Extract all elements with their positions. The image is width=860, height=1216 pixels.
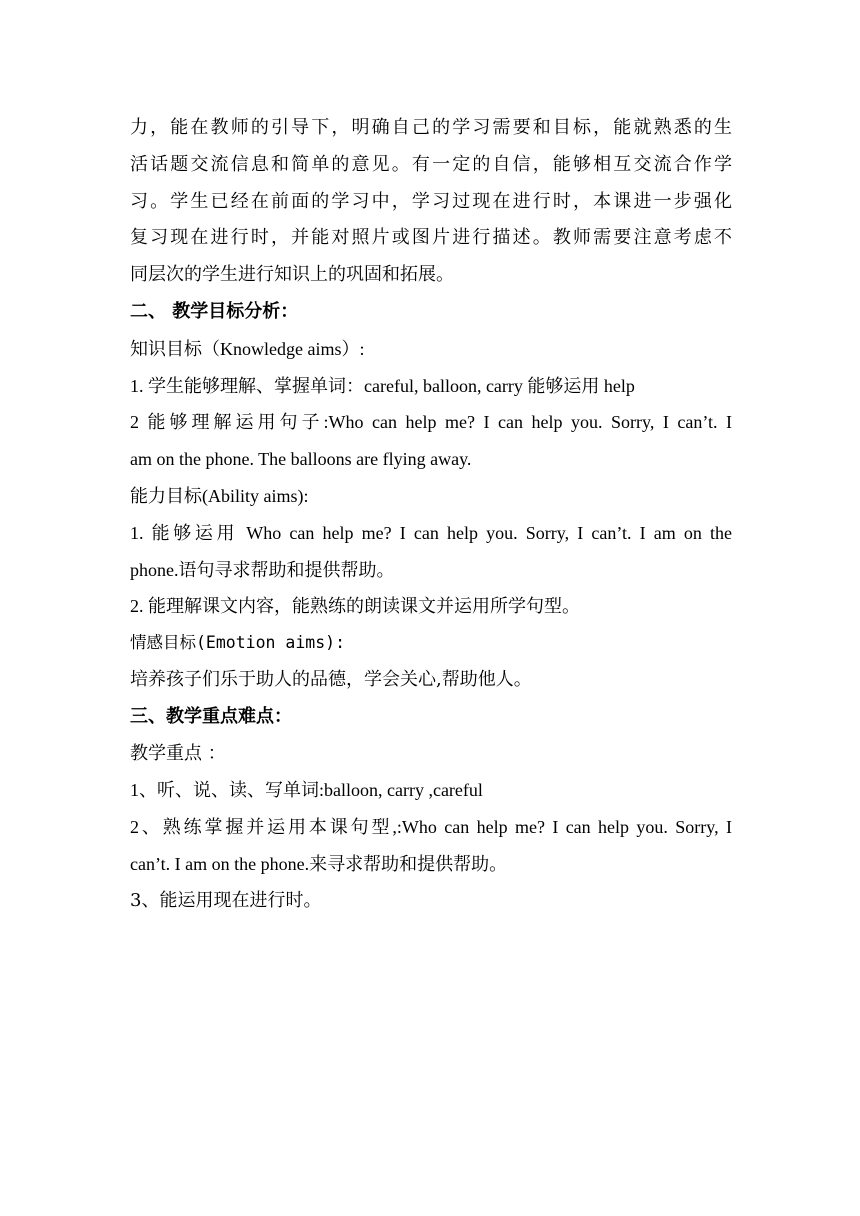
ability-item-1-line-1: 1. 能够运用 Who can help me? I can help you. Sorry, I can’t. I am on the (130, 522, 732, 543)
ability-item-2: 2. 能理解课文内容，能熟练的朗读课文并运用所学句型。 (130, 596, 580, 617)
section-heading-key-difficult-points: 三、教学重点难点： (130, 705, 292, 727)
key-item-2-line-2: can’t. I am on the phone.来寻求帮助和提供帮助。 (130, 853, 508, 874)
key-item-3: 3、能运用现在进行时。 (130, 889, 322, 911)
knowledge-item-1: 1. 学生能够理解、掌握单词：careful, balloon, carry 能够运用 help (130, 375, 635, 396)
section-heading-teaching-objectives: 二、 教学目标分析： (130, 300, 299, 322)
ability-aims-title: 能力目标(Ability aims): (130, 485, 309, 506)
paragraph-line: 活话题交流信息和简单的意见。有一定的自信，能够相互交流合作学 (130, 153, 732, 175)
key-item-1: 1、听、说、读、写单词:balloon, carry ,careful (130, 780, 483, 801)
paragraph-line: 习。学生已经在前面的学习中，学习过现在进行时，本课进一步强化 (130, 190, 732, 212)
paragraph-line: 复习现在进行时，并能对照片或图片进行描述。教师需要注意考虑不 (130, 227, 732, 249)
emotion-aims-title: 情感目标(Emotion aims): (130, 633, 346, 653)
key-points-title: 教学重点 ： (130, 742, 226, 764)
emotion-item: 培养孩子们乐于助人的品德，学会关心,帮助他人。 (130, 668, 532, 690)
key-item-2-line-1: 2、熟练掌握并运用本课句型,:Who can help me? I can help you. Sorry, I (130, 817, 732, 838)
knowledge-item-2-line-2: am on the phone. The balloons are flying away. (130, 449, 472, 470)
knowledge-aims-title: 知识目标（Knowledge aims）: (130, 338, 365, 359)
paragraph-line: 力，能在教师的引导下，明确自己的学习需要和目标，能就熟悉的生 (130, 117, 732, 138)
ability-item-1-line-2: phone.语句寻求帮助和提供帮助。 (130, 559, 395, 580)
paragraph-line: 同层次的学生进行知识上的巩固和拓展。 (130, 264, 454, 286)
document-page (130, 110, 732, 920)
knowledge-item-2-line-1: 2 能够理解运用句子:Who can help me? I can help you. Sorry, I can’t. I (130, 412, 732, 433)
